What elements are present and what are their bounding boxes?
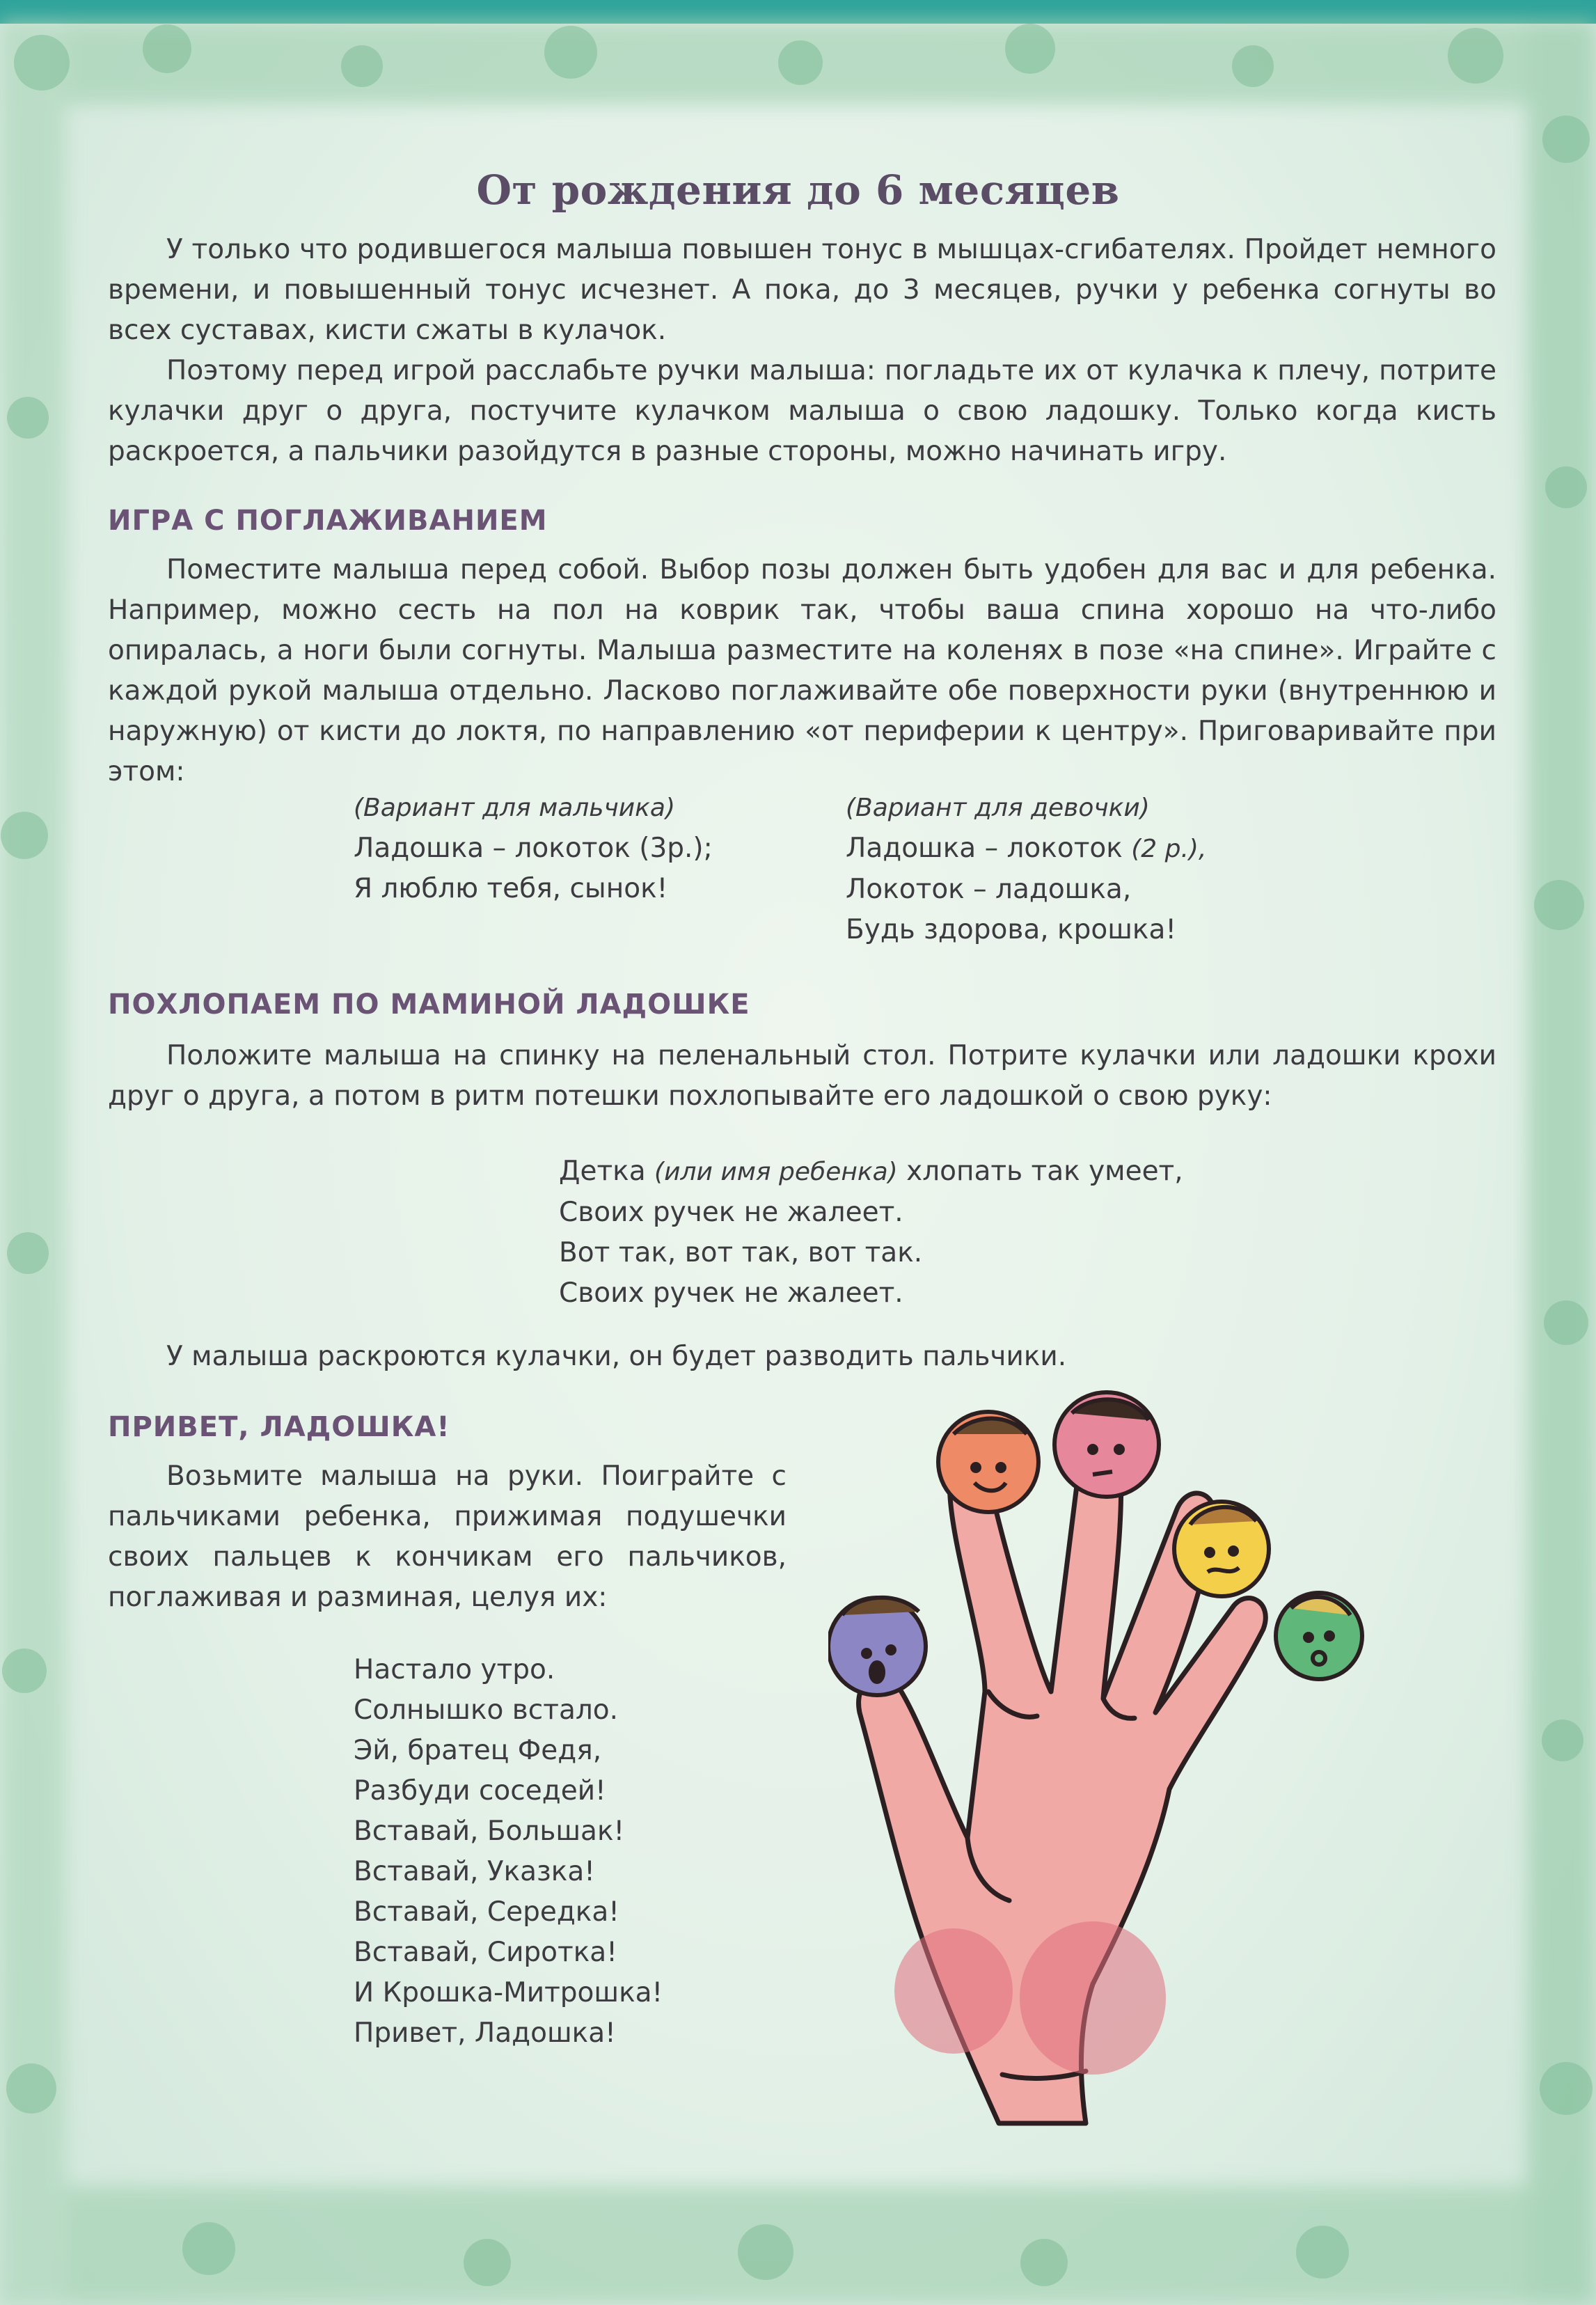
poem-line: Вставай, Указка! bbox=[354, 1856, 595, 1887]
poem-hello-palm bbox=[354, 1650, 663, 2054]
poem-line: Эй, братец Федя, bbox=[354, 1735, 602, 1766]
poem-line: И Крошка-Митрошка! bbox=[354, 1977, 663, 2008]
poem-line: Своих ручек не жалеет. bbox=[559, 1277, 903, 1309]
poem-line: Вставай, Сиротка! bbox=[354, 1937, 617, 1968]
hand-with-finger-faces-icon bbox=[828, 1385, 1476, 2151]
poem-line-text: Детка bbox=[559, 1156, 655, 1187]
poem-line: Вставай, Большак! bbox=[354, 1816, 625, 1847]
poem-line bbox=[559, 1151, 1183, 1193]
poem-line: Вставай, Середка! bbox=[354, 1896, 619, 1928]
poem-line-text: хлопать так умеет, bbox=[897, 1156, 1183, 1187]
poem-inline-note: (или имя ребенка) bbox=[654, 1158, 898, 1186]
poem-line: Вот так, вот так, вот так. bbox=[559, 1237, 923, 1268]
poem-line: Я люблю тебя, сынок! bbox=[354, 873, 668, 904]
section-hello-palm-text: Возьмите малыша на руки. Поиграйте с пальчиками ребенка, прижимая подушечки своих пальцев к кончикам его пальчиков, поглаживая и разминая, целуя их: bbox=[108, 1461, 787, 1613]
intro-paragraph-1: У только что родившегося малыша повышен тонус в мышцах-сгибателях. Пройдет немного времени, и повышенный тонус исчезнет. А пока, до 3 месяцев, ручки у ребенка согнуты во всех суставах, кисти сжаты в кулачок. bbox=[108, 234, 1496, 346]
poem-girl-variant bbox=[846, 788, 1206, 950]
poem-line: Ладошка – локоток (3р.); bbox=[354, 833, 713, 864]
section-heading-clapping: ПОХЛОПАЕМ ПО МАМИНОЙ ЛАДОШКЕ bbox=[108, 989, 750, 1021]
poem-line: Будь здорова, крошка! bbox=[846, 914, 1176, 945]
section-clapping-text: Положите малыша на спинку на пеленальный стол. Потрите кулачки или ладошки крохи друг о друга, а потом в ритм потешки похлопывайте его ладошкой о свою руку: bbox=[108, 1040, 1496, 1112]
section-stroking-text: Поместите малыша перед собой. Выбор позы должен быть удобен для вас и для ребенка. Например, можно сесть на пол на коврик так, чтобы ваша спина хорошо на что-либо опиралась, а ноги были согнуты. Малыша разместите на коленях в позе «на спине». Играйте с каждой рукой малыша отдельно. Ласково поглаживайте обе поверхности руки (внутреннюю и наружную) от кисти до локтя, по направлению «от периферии к центру». Приговаривайте при этом: bbox=[108, 554, 1496, 787]
poem-line: Локоток – ладошка, bbox=[846, 874, 1132, 905]
page-title: От рождения до 6 месяцев bbox=[476, 166, 1120, 214]
poem-note: (Вариант для мальчика) bbox=[354, 794, 676, 822]
poem-line: Настало утро. bbox=[354, 1654, 555, 1685]
poem-line: Солнышко встало. bbox=[354, 1694, 619, 1726]
section-clapping-after: У малыша раскроются кулачки, он будет разводить пальчики. bbox=[166, 1341, 1067, 1372]
section-heading-stroking: ИГРА С ПОГЛАЖИВАНИЕМ bbox=[108, 505, 548, 537]
poem-note: (Вариант для девочки) bbox=[846, 794, 1150, 822]
poem-line: Своих ручек не жалеет. bbox=[559, 1197, 903, 1228]
poem-line: Разбуди соседей! bbox=[354, 1775, 606, 1807]
section-heading-hello-palm: ПРИВЕТ, ЛАДОШКА! bbox=[108, 1411, 450, 1443]
poem-line-text: Ладошка – локоток bbox=[846, 833, 1132, 864]
poem-inline-note: (2 р.), bbox=[1131, 835, 1207, 863]
poem-line bbox=[846, 828, 1206, 870]
poem-clapping bbox=[559, 1151, 1183, 1314]
intro-paragraph-2: Поэтому перед игрой расслабьте ручки малыша: погладьте их от кулачка к плечу, потрите кулачки друг о друга, постучите кулачком малыша о свою ладошку. Только когда кисть раскроется, а пальчики разойдутся в разные стороны, можно начинать игру. bbox=[108, 355, 1496, 467]
poem-boy-variant bbox=[354, 788, 713, 909]
poem-line: Привет, Ладошка! bbox=[354, 2017, 616, 2049]
